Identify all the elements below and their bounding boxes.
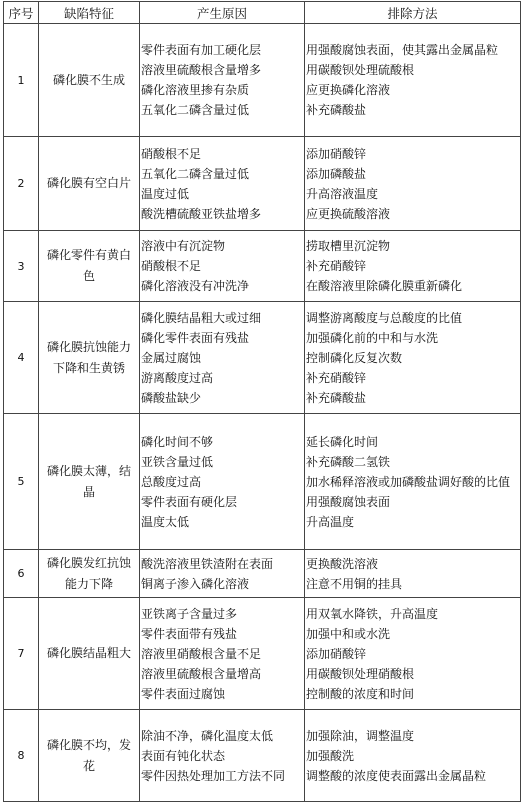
header-remedy: 排除方法 — [305, 2, 521, 24]
table-row — [4, 137, 521, 231]
remedy-item: 添加硝酸锌 — [306, 646, 367, 661]
cause-item: 游离酸度过高 — [141, 370, 214, 385]
row-number: 1 — [4, 24, 39, 137]
cause-item: 温度太低 — [141, 514, 190, 529]
remedy-item: 加强磷化前的中和与水洗 — [306, 330, 439, 345]
remedy-item: 延长磷化时间 — [306, 434, 379, 449]
remedy-cell — [305, 302, 521, 414]
table-row — [4, 710, 521, 802]
defect-cell: 磷化膜发红抗蚀能力下降 — [39, 550, 140, 598]
remedy-cell — [305, 137, 521, 231]
defect-cell: 磷化膜不生成 — [39, 24, 140, 137]
cause-item: 总酸度过高 — [141, 474, 202, 489]
cause-item: 酸洗槽硫酸亚铁盐增多 — [141, 206, 262, 221]
row-number: 7 — [4, 598, 39, 710]
cause-item: 磷酸盐缺少 — [141, 390, 202, 405]
cause-item: 溶液中有沉淀物 — [141, 239, 226, 253]
defect-cell: 磷化膜有空白片 — [39, 137, 140, 231]
cause-item: 金属过腐蚀 — [141, 350, 202, 365]
remedy-item: 用双氧水降铁，升高温度 — [306, 606, 439, 621]
cause-item: 五氧化二磷含量过低 — [141, 166, 250, 181]
table-row — [4, 598, 521, 710]
cause-item: 铜离子渗入磷化溶液 — [141, 576, 250, 591]
remedy-item: 控制酸的浓度和时间 — [306, 686, 415, 701]
remedy-item: 更换酸洗溶液 — [306, 556, 379, 571]
row-number: 3 — [4, 231, 39, 302]
remedy-item: 控制磷化反复次数 — [306, 350, 403, 365]
remedy-item: 加强除油，调整温度 — [306, 728, 415, 743]
cause-cell — [140, 302, 305, 414]
cause-item: 亚铁含量过低 — [141, 454, 214, 469]
remedy-item: 添加磷酸盐 — [306, 166, 367, 181]
table-row — [4, 550, 521, 598]
row-number: 4 — [4, 302, 39, 414]
cause-cell — [140, 598, 305, 710]
cause-item: 零件表面过腐蚀 — [141, 686, 226, 701]
remedy-item: 注意不用铜的挂具 — [306, 576, 403, 591]
cause-item: 零件表面有加工硬化层 — [141, 43, 262, 57]
cause-item: 硝酸根不足 — [141, 146, 202, 161]
cause-item: 五氧化二磷含量过低 — [141, 103, 250, 117]
remedy-item: 添加硝酸锌 — [306, 146, 367, 161]
defect-cell: 磷化膜不均，发花 — [39, 710, 140, 802]
remedy-cell — [305, 24, 521, 137]
cause-item: 磷化膜结晶粗大或过细 — [141, 310, 262, 325]
remedy-item: 用强酸腐蚀表面，使其露出金属晶粒 — [306, 43, 499, 57]
remedy-item: 调整酸的浓度使表面露出金属晶粒 — [306, 768, 487, 783]
remedy-item: 应更换硫酸溶液 — [306, 206, 391, 221]
remedy-item: 加强中和或水洗 — [306, 626, 391, 641]
cause-cell — [140, 710, 305, 802]
table-row — [4, 302, 521, 414]
header-row — [4, 2, 521, 24]
table-row — [4, 24, 521, 137]
defect-cell: 磷化膜太薄，结晶 — [39, 414, 140, 550]
remedy-item: 应更换磷化溶液 — [306, 83, 391, 97]
cause-item: 溶液里硝酸根含量不足 — [141, 646, 262, 661]
cause-item: 表面有钝化状态 — [141, 748, 226, 763]
remedy-item: 补充硝酸锌 — [306, 259, 367, 273]
remedy-item: 加强酸洗 — [306, 748, 355, 763]
remedy-cell — [305, 598, 521, 710]
row-number: 5 — [4, 414, 39, 550]
remedy-cell — [305, 231, 521, 302]
cause-item: 除油不净，磷化温度太低 — [141, 728, 274, 743]
header-cause: 产生原因 — [140, 2, 305, 24]
remedy-item: 在酸溶液里除磷化膜重新磷化 — [306, 279, 463, 293]
remedy-item: 调整游离酸度与总酸度的比值 — [306, 310, 463, 325]
cause-item: 零件表面带有残盐 — [141, 626, 238, 641]
cause-item: 溶液里硫酸根含量增高 — [141, 666, 262, 681]
header-defect: 缺陷特征 — [39, 2, 140, 24]
cause-cell — [140, 414, 305, 550]
remedy-item: 补充磷酸盐 — [306, 390, 367, 405]
remedy-item: 升高温度 — [306, 514, 355, 529]
cause-item: 磷化时间不够 — [141, 434, 214, 449]
cause-item: 磷化溶液里掺有杂质 — [141, 83, 250, 97]
remedy-item: 用碳酸钡处理硫酸根 — [306, 63, 415, 77]
cause-item: 溶液里硫酸根含量增多 — [141, 63, 262, 77]
cause-cell — [140, 137, 305, 231]
header-no: 序号 — [4, 2, 39, 24]
cause-item: 酸洗溶液里铁渣附在表面 — [141, 556, 274, 571]
row-number: 2 — [4, 137, 39, 231]
remedy-item: 用碳酸钡处理硝酸根 — [306, 666, 415, 681]
cause-cell — [140, 231, 305, 302]
defect-cell: 磷化零件有黄白色 — [39, 231, 140, 302]
cause-item: 零件表面有硬化层 — [141, 494, 238, 509]
cause-item: 磷化零件表面有残盐 — [141, 330, 250, 345]
remedy-cell — [305, 550, 521, 598]
cause-item: 硝酸根不足 — [141, 259, 202, 273]
cause-item: 亚铁离子含量过多 — [141, 606, 238, 621]
remedy-item: 捞取槽里沉淀物 — [306, 239, 391, 253]
cause-cell — [140, 24, 305, 137]
remedy-cell — [305, 710, 521, 802]
remedy-item: 补充磷酸二氢铁 — [306, 454, 391, 469]
cause-cell — [140, 550, 305, 598]
remedy-cell — [305, 414, 521, 550]
remedy-item: 加水稀释溶液或加磷酸盐调好酸的比值 — [306, 474, 511, 489]
cause-item: 温度过低 — [141, 186, 190, 201]
remedy-item: 升高溶液温度 — [306, 186, 379, 201]
table-row — [4, 414, 521, 550]
remedy-item: 补充磷酸盐 — [306, 103, 367, 117]
row-number: 8 — [4, 710, 39, 802]
remedy-item: 补充硝酸锌 — [306, 370, 367, 385]
defect-cell: 磷化膜抗蚀能力下降和生黄锈 — [39, 302, 140, 414]
row-number: 6 — [4, 550, 39, 598]
cause-item: 磷化溶液没有冲洗净 — [141, 279, 250, 293]
cause-item: 零件因热处理加工方法不同 — [141, 768, 286, 783]
table-row — [4, 231, 521, 302]
remedy-item: 用强酸腐蚀表面 — [306, 494, 391, 509]
defect-table — [3, 1, 521, 802]
defect-cell: 磷化膜结晶粗大 — [39, 598, 140, 710]
